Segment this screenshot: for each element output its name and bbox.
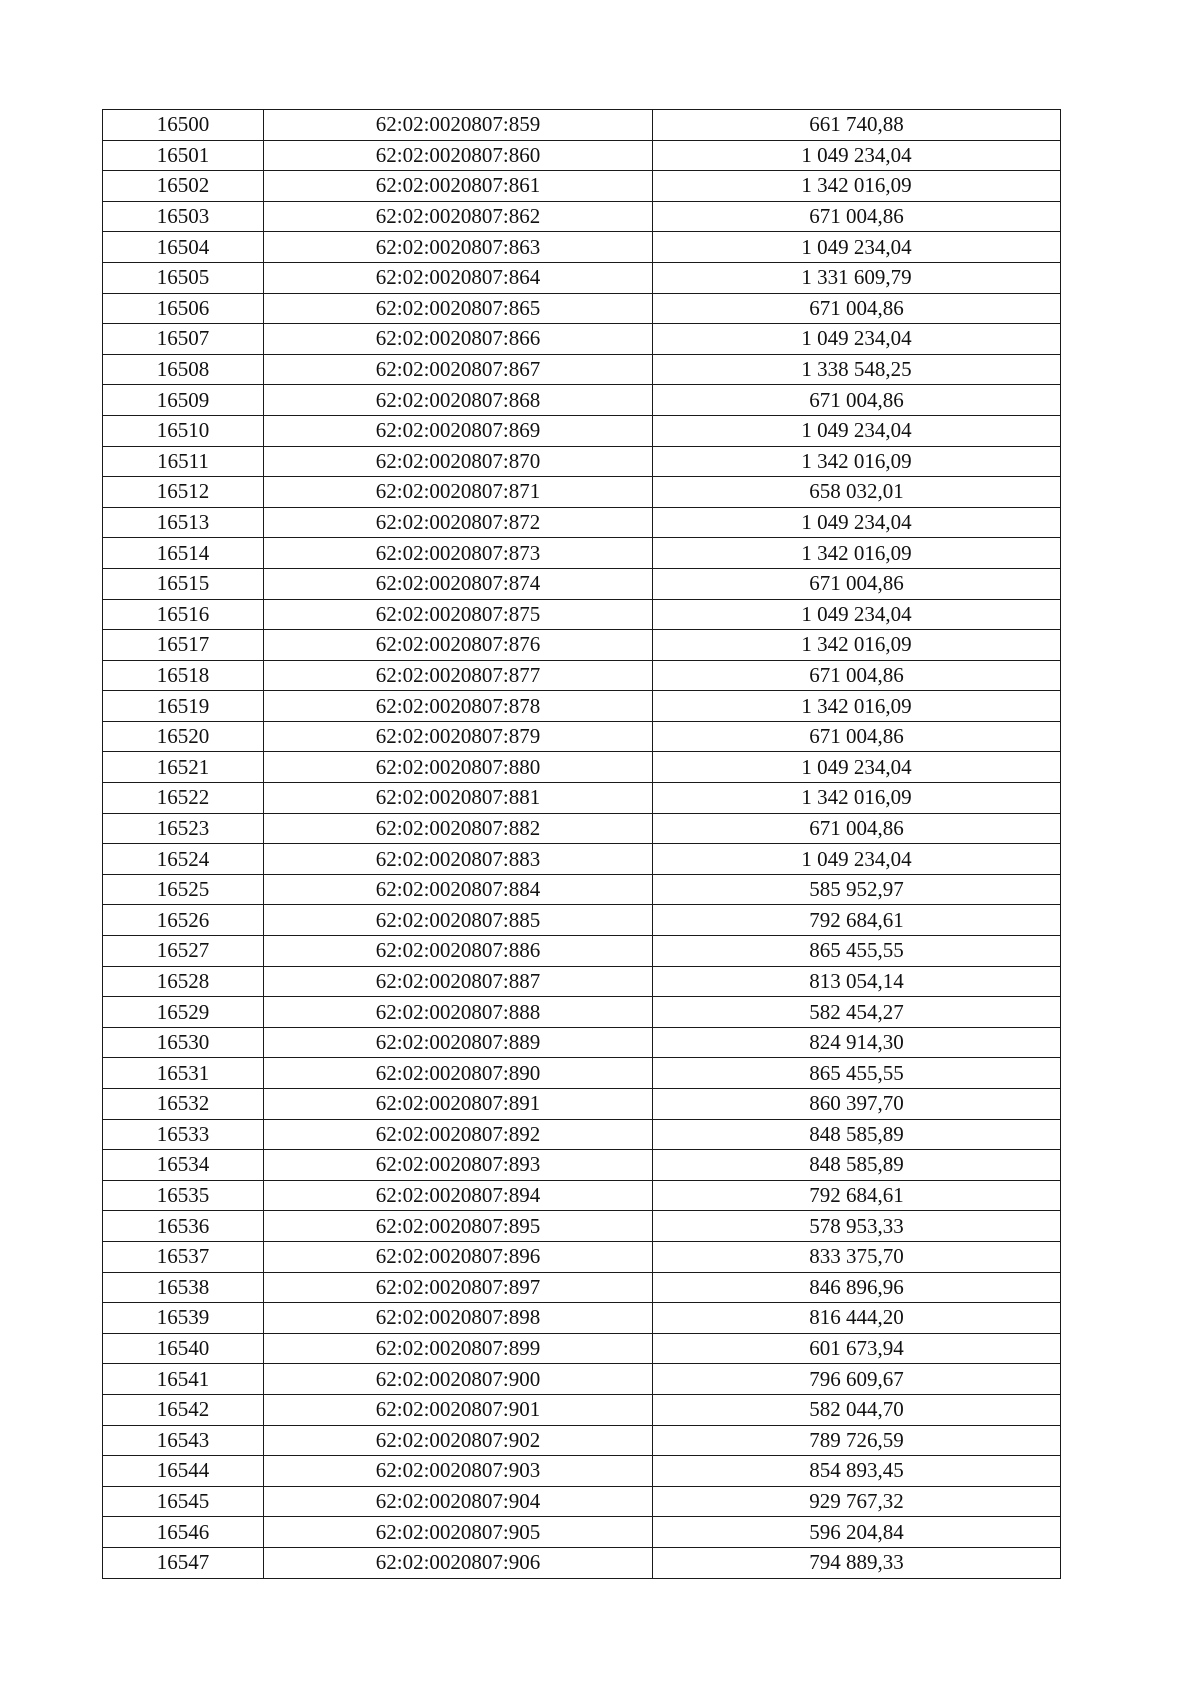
cadastral-number-cell: 62:02:0020807:868 [264,385,653,416]
table-row [103,140,1061,171]
cadastral-value-cell: 854 893,45 [653,1456,1061,1487]
cadastral-value-cell: 1 049 234,04 [653,324,1061,355]
row-number-cell: 16527 [103,936,264,967]
table-row [103,568,1061,599]
cadastral-value-cell: 1 049 234,04 [653,140,1061,171]
row-number-cell: 16508 [103,354,264,385]
table-row [103,1027,1061,1058]
table-row [103,324,1061,355]
row-number-cell: 16539 [103,1303,264,1334]
cadastral-value-cell: 601 673,94 [653,1333,1061,1364]
cadastral-value-cell: 1 049 234,04 [653,752,1061,783]
cadastral-value-cell: 796 609,67 [653,1364,1061,1395]
table-row [103,1119,1061,1150]
cadastral-value-cell: 671 004,86 [653,385,1061,416]
row-number-cell: 16521 [103,752,264,783]
cadastral-number-cell: 62:02:0020807:902 [264,1425,653,1456]
table-row [103,1456,1061,1487]
cadastral-number-cell: 62:02:0020807:882 [264,813,653,844]
row-number-cell: 16528 [103,966,264,997]
cadastral-value-cell: 813 054,14 [653,966,1061,997]
row-number-cell: 16511 [103,446,264,477]
row-number-cell: 16523 [103,813,264,844]
table-row [103,1089,1061,1120]
cadastral-value-cell: 865 455,55 [653,936,1061,967]
cadastral-number-cell: 62:02:0020807:879 [264,721,653,752]
table-row [103,874,1061,905]
cadastral-value-cell: 671 004,86 [653,568,1061,599]
table-row [103,1364,1061,1395]
cadastral-number-cell: 62:02:0020807:859 [264,110,653,141]
table-row [103,721,1061,752]
row-number-cell: 16510 [103,415,264,446]
table-row [103,171,1061,202]
table-row [103,1180,1061,1211]
cadastral-value-cell: 1 049 234,04 [653,415,1061,446]
cadastral-number-cell: 62:02:0020807:881 [264,783,653,814]
row-number-cell: 16530 [103,1027,264,1058]
cadastral-number-cell: 62:02:0020807:904 [264,1486,653,1517]
row-number-cell: 16546 [103,1517,264,1548]
cadastral-number-cell: 62:02:0020807:901 [264,1394,653,1425]
cadastral-value-cell: 833 375,70 [653,1241,1061,1272]
cadastral-number-cell: 62:02:0020807:886 [264,936,653,967]
table-row [103,599,1061,630]
table-row [103,354,1061,385]
row-number-cell: 16533 [103,1119,264,1150]
table-row [103,1394,1061,1425]
cadastral-number-cell: 62:02:0020807:865 [264,293,653,324]
cadastral-number-cell: 62:02:0020807:878 [264,691,653,722]
row-number-cell: 16535 [103,1180,264,1211]
cadastral-value-cell: 671 004,86 [653,660,1061,691]
row-number-cell: 16541 [103,1364,264,1395]
table-row [103,201,1061,232]
row-number-cell: 16522 [103,783,264,814]
table-row [103,446,1061,477]
row-number-cell: 16512 [103,477,264,508]
cadastral-number-cell: 62:02:0020807:883 [264,844,653,875]
row-number-cell: 16504 [103,232,264,263]
table-row [103,752,1061,783]
cadastral-number-cell: 62:02:0020807:870 [264,446,653,477]
row-number-cell: 16502 [103,171,264,202]
cadastral-number-cell: 62:02:0020807:880 [264,752,653,783]
table-row [103,262,1061,293]
cadastral-value-cell: 658 032,01 [653,477,1061,508]
cadastral-value-cell: 848 585,89 [653,1150,1061,1181]
table-row [103,385,1061,416]
table-row [103,630,1061,661]
cadastral-value-cell: 1 342 016,09 [653,171,1061,202]
table-row [103,1547,1061,1578]
cadastral-value-cell: 582 454,27 [653,997,1061,1028]
cadastral-number-cell: 62:02:0020807:862 [264,201,653,232]
row-number-cell: 16540 [103,1333,264,1364]
cadastral-number-cell: 62:02:0020807:895 [264,1211,653,1242]
cadastral-value-cell: 865 455,55 [653,1058,1061,1089]
cadastral-value-cell: 671 004,86 [653,201,1061,232]
table-row [103,1517,1061,1548]
cadastral-value-cell: 789 726,59 [653,1425,1061,1456]
cadastral-number-cell: 62:02:0020807:888 [264,997,653,1028]
table-row [103,507,1061,538]
cadastral-number-cell: 62:02:0020807:900 [264,1364,653,1395]
cadastral-value-cell: 671 004,86 [653,721,1061,752]
table-row [103,1241,1061,1272]
table-row [103,905,1061,936]
cadastral-number-cell: 62:02:0020807:884 [264,874,653,905]
row-number-cell: 16536 [103,1211,264,1242]
cadastral-value-cell: 1 342 016,09 [653,446,1061,477]
cadastral-value-cell: 848 585,89 [653,1119,1061,1150]
cadastral-value-cell: 816 444,20 [653,1303,1061,1334]
cadastral-value-cell: 846 896,96 [653,1272,1061,1303]
table-row [103,997,1061,1028]
row-number-cell: 16513 [103,507,264,538]
row-number-cell: 16505 [103,262,264,293]
table-row [103,783,1061,814]
row-number-cell: 16509 [103,385,264,416]
row-number-cell: 16526 [103,905,264,936]
cadastral-value-cell: 585 952,97 [653,874,1061,905]
cadastral-number-cell: 62:02:0020807:885 [264,905,653,936]
table-row [103,966,1061,997]
cadastral-number-cell: 62:02:0020807:871 [264,477,653,508]
table-body [103,110,1061,1579]
table-row [103,1303,1061,1334]
row-number-cell: 16515 [103,568,264,599]
table-row [103,110,1061,141]
row-number-cell: 16545 [103,1486,264,1517]
row-number-cell: 16543 [103,1425,264,1456]
cadastral-value-cell: 596 204,84 [653,1517,1061,1548]
cadastral-number-cell: 62:02:0020807:893 [264,1150,653,1181]
cadastral-value-table [102,109,1061,1579]
cadastral-number-cell: 62:02:0020807:876 [264,630,653,661]
cadastral-number-cell: 62:02:0020807:860 [264,140,653,171]
cadastral-number-cell: 62:02:0020807:866 [264,324,653,355]
table-row [103,477,1061,508]
cadastral-value-cell: 671 004,86 [653,293,1061,324]
cadastral-number-cell: 62:02:0020807:892 [264,1119,653,1150]
cadastral-value-cell: 1 049 234,04 [653,599,1061,630]
row-number-cell: 16525 [103,874,264,905]
cadastral-value-cell: 824 914,30 [653,1027,1061,1058]
cadastral-number-cell: 62:02:0020807:890 [264,1058,653,1089]
cadastral-value-cell: 1 049 234,04 [653,507,1061,538]
table-row [103,1058,1061,1089]
cadastral-value-cell: 1 338 548,25 [653,354,1061,385]
cadastral-value-cell: 860 397,70 [653,1089,1061,1120]
row-number-cell: 16519 [103,691,264,722]
cadastral-number-cell: 62:02:0020807:906 [264,1547,653,1578]
cadastral-number-cell: 62:02:0020807:874 [264,568,653,599]
table-row [103,936,1061,967]
row-number-cell: 16542 [103,1394,264,1425]
row-number-cell: 16500 [103,110,264,141]
cadastral-number-cell: 62:02:0020807:896 [264,1241,653,1272]
row-number-cell: 16544 [103,1456,264,1487]
cadastral-number-cell: 62:02:0020807:877 [264,660,653,691]
row-number-cell: 16531 [103,1058,264,1089]
table-row [103,813,1061,844]
cadastral-value-cell: 1 331 609,79 [653,262,1061,293]
table-row [103,691,1061,722]
cadastral-value-cell: 792 684,61 [653,1180,1061,1211]
table-row [103,1272,1061,1303]
cadastral-value-cell: 1 049 234,04 [653,844,1061,875]
table-row [103,1333,1061,1364]
cadastral-number-cell: 62:02:0020807:889 [264,1027,653,1058]
cadastral-number-cell: 62:02:0020807:873 [264,538,653,569]
cadastral-value-cell: 661 740,88 [653,110,1061,141]
cadastral-number-cell: 62:02:0020807:894 [264,1180,653,1211]
row-number-cell: 16524 [103,844,264,875]
cadastral-value-cell: 671 004,86 [653,813,1061,844]
table-row [103,538,1061,569]
table-row [103,1486,1061,1517]
cadastral-value-cell: 929 767,32 [653,1486,1061,1517]
cadastral-number-cell: 62:02:0020807:905 [264,1517,653,1548]
row-number-cell: 16507 [103,324,264,355]
cadastral-number-cell: 62:02:0020807:861 [264,171,653,202]
row-number-cell: 16547 [103,1547,264,1578]
table-row [103,1211,1061,1242]
table-row [103,293,1061,324]
cadastral-number-cell: 62:02:0020807:891 [264,1089,653,1120]
cadastral-value-cell: 792 684,61 [653,905,1061,936]
table-row [103,1150,1061,1181]
cadastral-number-cell: 62:02:0020807:867 [264,354,653,385]
cadastral-value-cell: 1 049 234,04 [653,232,1061,263]
cadastral-number-cell: 62:02:0020807:903 [264,1456,653,1487]
table-row [103,415,1061,446]
table-row [103,660,1061,691]
cadastral-number-cell: 62:02:0020807:899 [264,1333,653,1364]
cadastral-value-cell: 578 953,33 [653,1211,1061,1242]
cadastral-number-cell: 62:02:0020807:875 [264,599,653,630]
cadastral-number-cell: 62:02:0020807:869 [264,415,653,446]
row-number-cell: 16520 [103,721,264,752]
cadastral-number-cell: 62:02:0020807:887 [264,966,653,997]
cadastral-value-cell: 1 342 016,09 [653,538,1061,569]
row-number-cell: 16532 [103,1089,264,1120]
row-number-cell: 16516 [103,599,264,630]
cadastral-number-cell: 62:02:0020807:864 [264,262,653,293]
cadastral-value-cell: 1 342 016,09 [653,630,1061,661]
row-number-cell: 16538 [103,1272,264,1303]
table-row [103,232,1061,263]
row-number-cell: 16514 [103,538,264,569]
table-row [103,1425,1061,1456]
row-number-cell: 16517 [103,630,264,661]
cadastral-value-cell: 794 889,33 [653,1547,1061,1578]
cadastral-value-cell: 1 342 016,09 [653,691,1061,722]
row-number-cell: 16501 [103,140,264,171]
row-number-cell: 16518 [103,660,264,691]
row-number-cell: 16534 [103,1150,264,1181]
cadastral-number-cell: 62:02:0020807:898 [264,1303,653,1334]
cadastral-number-cell: 62:02:0020807:897 [264,1272,653,1303]
row-number-cell: 16537 [103,1241,264,1272]
table-row [103,844,1061,875]
row-number-cell: 16506 [103,293,264,324]
row-number-cell: 16529 [103,997,264,1028]
cadastral-number-cell: 62:02:0020807:863 [264,232,653,263]
cadastral-number-cell: 62:02:0020807:872 [264,507,653,538]
row-number-cell: 16503 [103,201,264,232]
cadastral-value-cell: 1 342 016,09 [653,783,1061,814]
cadastral-value-cell: 582 044,70 [653,1394,1061,1425]
